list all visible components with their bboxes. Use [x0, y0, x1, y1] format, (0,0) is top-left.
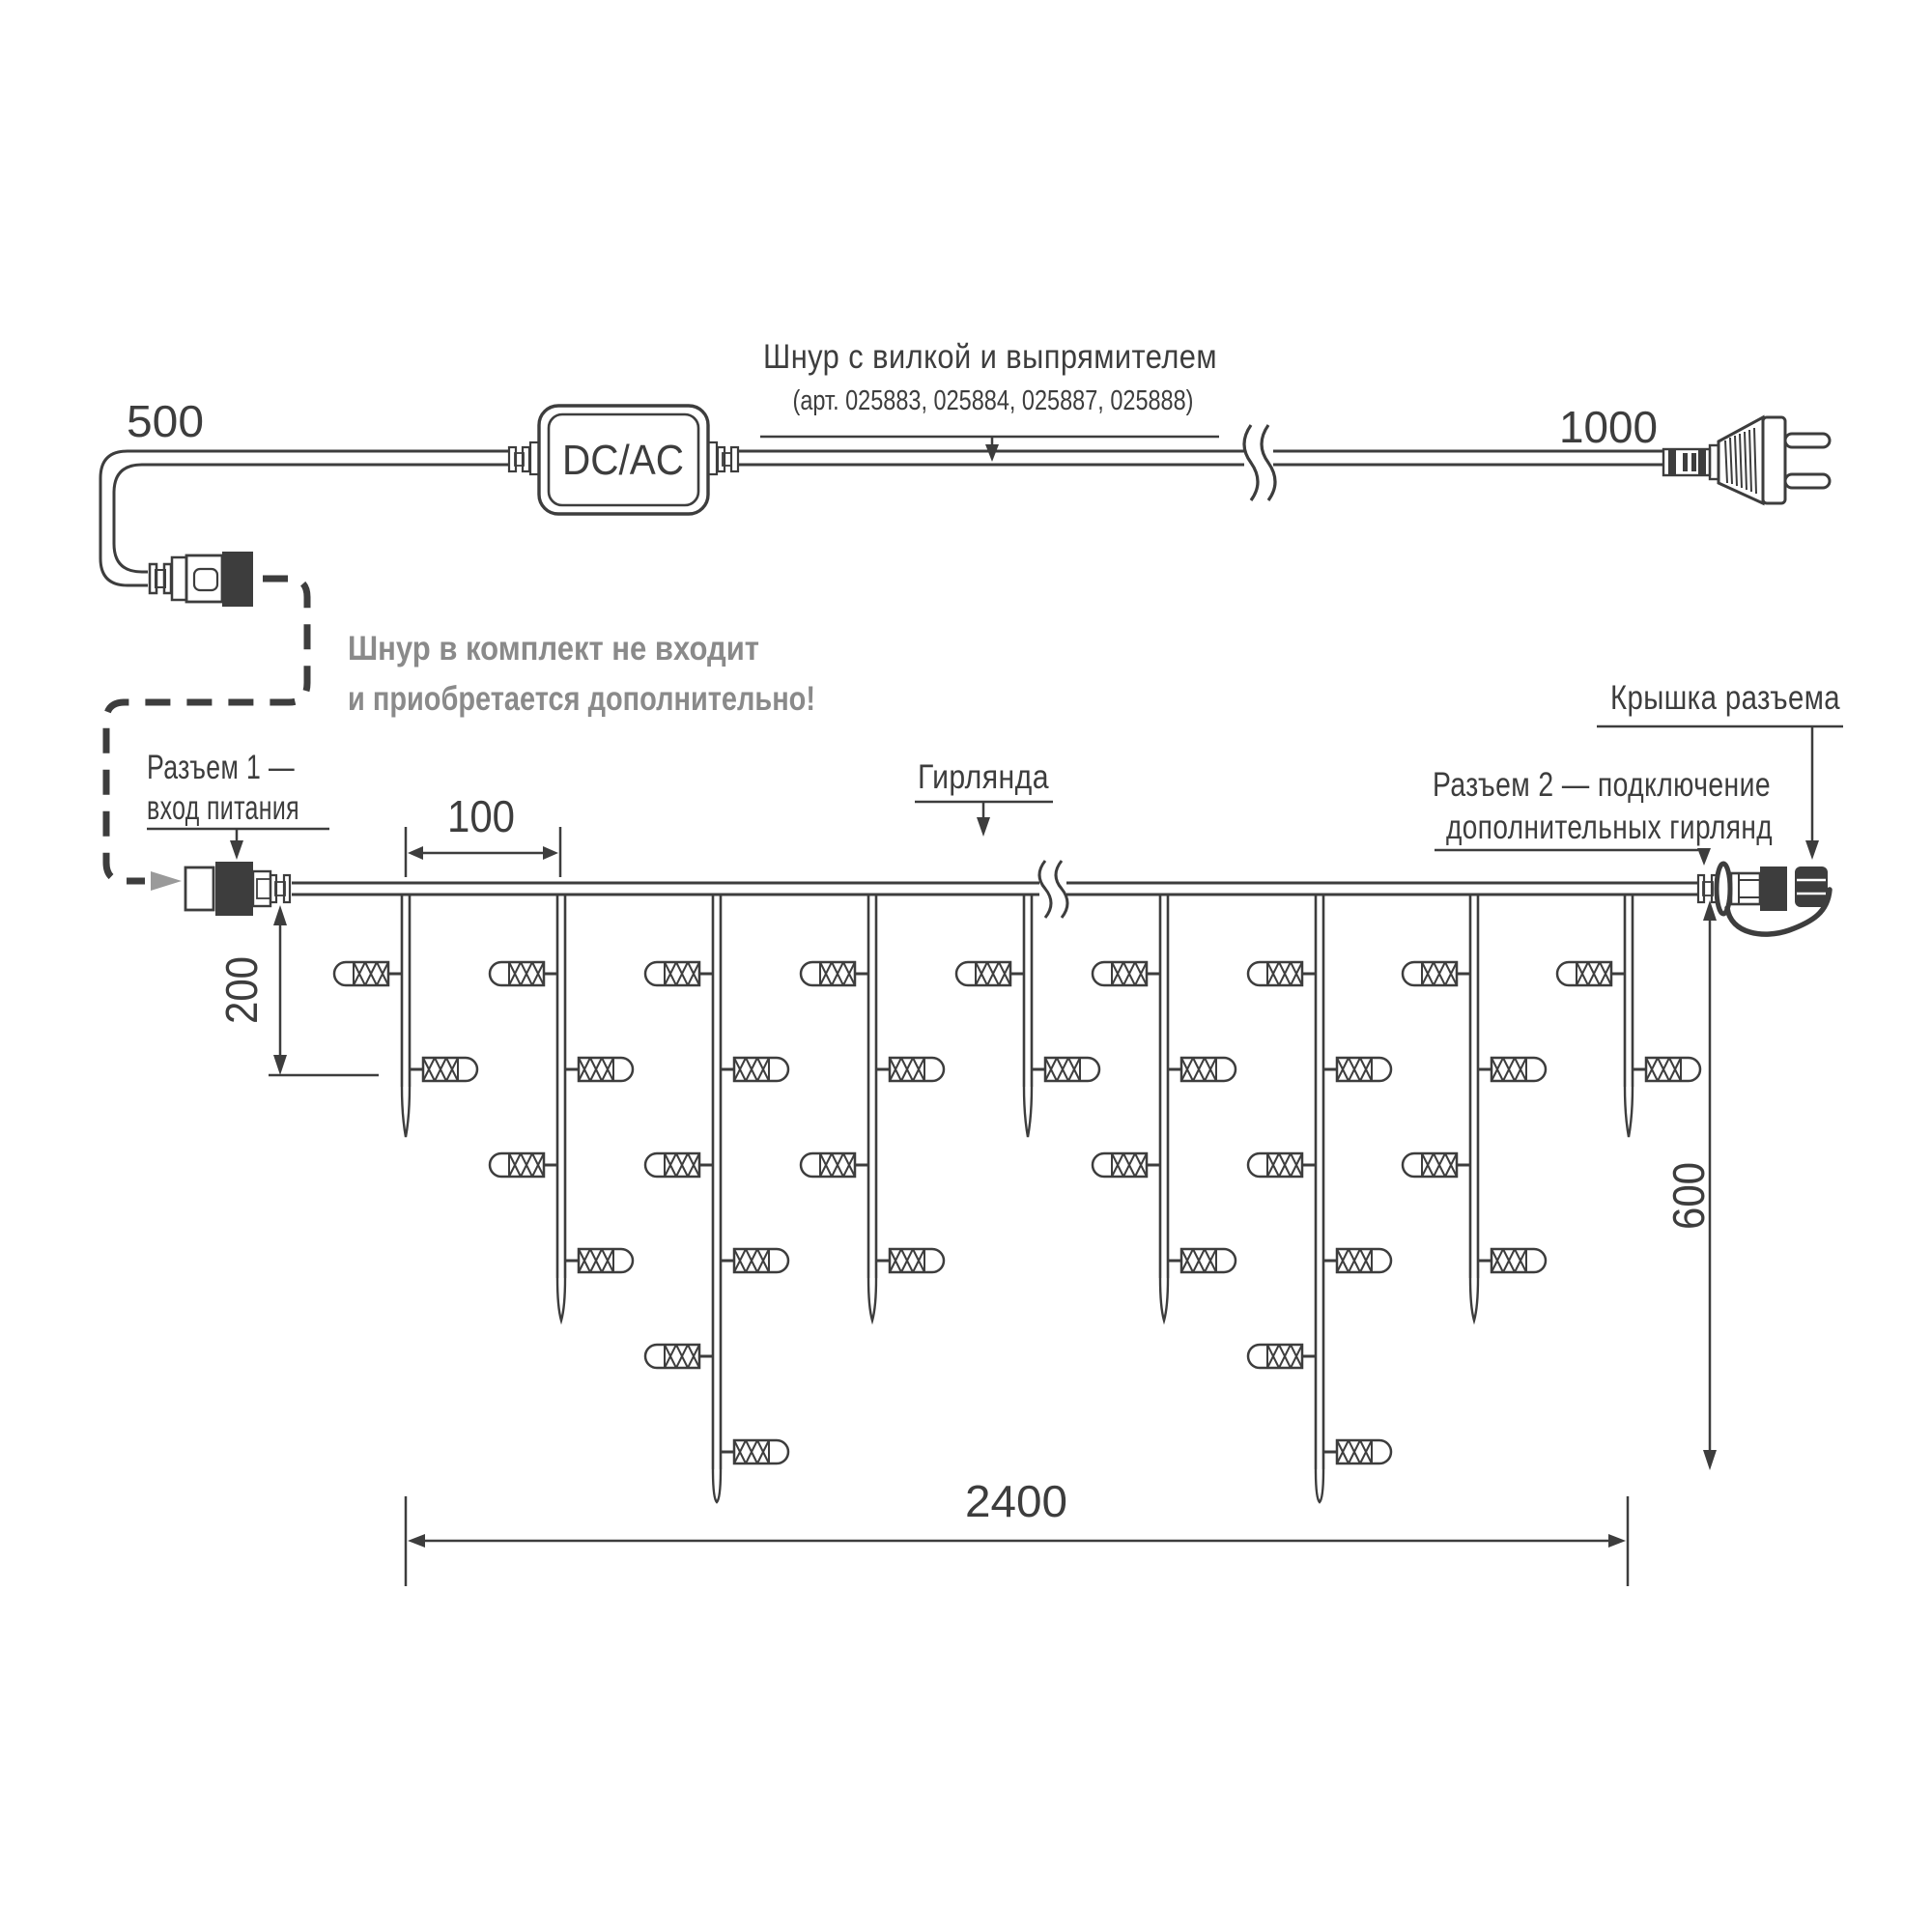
- lamp-bulb: [334, 962, 388, 985]
- lamp-bulb: [1492, 1058, 1546, 1081]
- lamp-bulb: [490, 1153, 544, 1177]
- drop-tail: [1024, 1087, 1032, 1137]
- dim-600-label: 600: [1663, 1155, 1714, 1230]
- lamp-bulb: [1403, 962, 1457, 985]
- cord-callout: [760, 338, 1219, 462]
- note-line2: и приобретается дополнительно!: [348, 680, 815, 718]
- dim-600: [1663, 900, 1717, 1470]
- lamp-bulb: [1045, 1058, 1099, 1081]
- power-plug: [1663, 417, 1830, 503]
- drop-wire: [1316, 895, 1323, 1469]
- lamp-bulb: [801, 1153, 855, 1177]
- connector2-label-line1: Разъем 2 — подключение: [1433, 766, 1771, 804]
- lamp-bulb: [645, 1153, 699, 1177]
- drop-tail: [557, 1278, 565, 1321]
- drop-wire: [1470, 895, 1478, 1278]
- lamp-bulb: [645, 1345, 699, 1368]
- lamp-bulb: [1093, 962, 1147, 985]
- dim-2400: [406, 1476, 1628, 1586]
- dim-500-label: 500: [127, 396, 204, 446]
- lamp-bulb: [1337, 1058, 1391, 1081]
- dashed-leader: [106, 579, 307, 881]
- garland-callout: [915, 758, 1053, 837]
- cord-tube-inner: [114, 465, 509, 572]
- lamp-bulb: [1557, 962, 1611, 985]
- lamp-bulb: [734, 1058, 788, 1081]
- lamp-bulb: [1337, 1440, 1391, 1463]
- garland-section: [147, 679, 1843, 1586]
- drop-wire: [868, 895, 876, 1278]
- lamp-bulb: [801, 962, 855, 985]
- connector1-black-ring: [215, 862, 253, 916]
- lamp-bulb: [1181, 1249, 1236, 1272]
- drop-tail: [1470, 1278, 1478, 1321]
- dcac-label: DC/AC: [562, 437, 684, 484]
- drop-wire: [1160, 895, 1168, 1278]
- lamp-bulb: [579, 1058, 633, 1081]
- connector2-callout: [1433, 766, 1773, 866]
- plug-face: [1763, 417, 1785, 503]
- dim-200-label: 200: [216, 950, 267, 1024]
- lamp-bulb: [1248, 1153, 1302, 1177]
- lamp-bulb: [1337, 1249, 1391, 1272]
- cord-connector-black-cap: [222, 552, 253, 607]
- dim-100: [406, 791, 560, 877]
- cord-callout-subtitle: (арт. 025883, 025884, 025887, 025888): [792, 385, 1194, 416]
- dim-1000-label: 1000: [1559, 402, 1658, 452]
- cord-tube-outer: [100, 451, 509, 585]
- dim-100-label: 100: [447, 791, 515, 841]
- lamp-bulb: [579, 1249, 633, 1272]
- lamp-bulb: [1093, 1153, 1147, 1177]
- cord-break-icon: [1244, 425, 1275, 500]
- connector2-black-ring: [1760, 867, 1787, 911]
- lamp-bulb: [734, 1249, 788, 1272]
- connector1-label-line2: вход питания: [147, 789, 299, 827]
- callout-arrowhead-icon: [985, 444, 999, 462]
- drop-tail: [1316, 1469, 1323, 1502]
- lamp-bulb: [1403, 1153, 1457, 1177]
- lamp-bulb: [490, 962, 544, 985]
- lamp-bulb: [1492, 1249, 1546, 1272]
- lamp-bulb: [890, 1249, 944, 1272]
- drop-wire: [1024, 895, 1032, 1087]
- lamp-bulb: [734, 1440, 788, 1463]
- garland-drops: [334, 895, 1700, 1502]
- garland-connector-1: [185, 862, 290, 916]
- drop-tail: [1625, 1087, 1633, 1137]
- plug-body-hatch: [1725, 428, 1756, 494]
- wire-break-icon: [1039, 861, 1067, 918]
- drop-wire: [557, 895, 565, 1278]
- garland-label: Гирлянда: [918, 758, 1050, 796]
- cap-label: Крышка разъема: [1610, 679, 1841, 717]
- dim-2400-label: 2400: [965, 1476, 1067, 1526]
- lamp-bulb: [1646, 1058, 1700, 1081]
- dim-200: [216, 905, 379, 1075]
- drop-wire: [402, 895, 410, 1087]
- drop-tail: [1160, 1278, 1168, 1321]
- lamp-bulb: [1181, 1058, 1236, 1081]
- dcac-converter: [509, 406, 738, 514]
- drop-tail: [402, 1087, 410, 1137]
- garland-wire: [292, 861, 1698, 918]
- lamp-bulb: [645, 962, 699, 985]
- connector2-label-line2: дополнительных гирлянд: [1446, 809, 1773, 846]
- drop-tail: [713, 1469, 721, 1502]
- drop-tail: [868, 1278, 876, 1321]
- garland-connector-2: [1698, 864, 1830, 934]
- connector1-callout: [147, 749, 329, 860]
- lamp-bulb: [1248, 962, 1302, 985]
- plug-prong-top: [1785, 434, 1830, 447]
- cord-callout-title: Шнур с вилкой и выпрямителем: [763, 338, 1217, 376]
- connector-cap: [1795, 867, 1828, 907]
- drop-wire: [713, 895, 721, 1469]
- lamp-bulb: [423, 1058, 477, 1081]
- plug-prong-bottom: [1785, 474, 1830, 488]
- not-included-path: [106, 579, 307, 891]
- dashed-arrowhead-icon: [151, 871, 182, 891]
- lamp-bulb: [956, 962, 1010, 985]
- cord-connector: [150, 552, 253, 607]
- lamp-bulb: [890, 1058, 944, 1081]
- note-line1: Шнур в комплект не входит: [348, 630, 759, 668]
- connector1-label-line1: Разъем 1 —: [147, 749, 295, 786]
- drop-wire: [1625, 895, 1633, 1087]
- lamp-bulb: [1248, 1345, 1302, 1368]
